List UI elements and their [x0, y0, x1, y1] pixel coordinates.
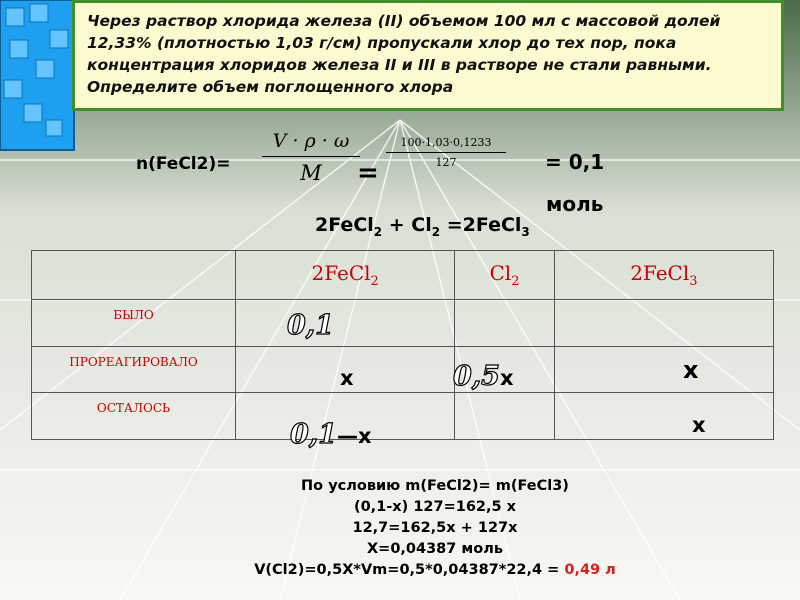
reactant-cl2: + Cl [382, 214, 432, 236]
sub-2: 2 [373, 224, 383, 239]
value-was-fecl2: 0,1 [287, 310, 334, 341]
solution-line: X=0,04387 моль [366, 541, 504, 557]
cell-was-fecl2 [236, 300, 455, 347]
sub-3: 3 [521, 224, 530, 239]
value-reacted-fecl2: x [340, 366, 354, 390]
final-answer: 0,49 л [564, 562, 616, 578]
result-unit: моль [546, 192, 604, 216]
formula-numeric-numerator: 100·1,03·0,1233 [400, 136, 492, 149]
product-fecl3: =2FeCl [440, 214, 522, 236]
formula-general-denominator: M [300, 161, 322, 185]
cell-left-fecl3 [554, 393, 773, 440]
table-row [32, 346, 774, 393]
solution-line: По условию m(FeCl2)= m(FeCl3) [301, 478, 569, 494]
n-fecl2-label: n(FeCl2)= [136, 154, 231, 174]
table-row [32, 393, 774, 440]
problem-statement: Через раствор хлорида железа (II) объемом 100 мл с массовой долей 12,33% (плотностью 1,03 г/см) пропускали хлор до тех пор, пока концентрация хлоридов железа II и III в растворе не стали равными. Определите объем поглощенного хлора [72, 0, 784, 111]
equals-sign: = [357, 158, 379, 188]
reactant-fecl2: 2FeCl [315, 214, 374, 236]
value-left-fecl3: x [692, 413, 706, 437]
formula-general-numerator: V · ρ · ω [272, 130, 350, 152]
cell-was-cl2 [455, 300, 554, 347]
value-reacted-cl2-num: 0,5 [453, 361, 500, 392]
stoichiometry-table [31, 250, 774, 440]
formula-general [262, 130, 360, 185]
formula-numeric-denominator: 127 [435, 156, 457, 169]
value-left-fecl2 [290, 419, 372, 450]
result-value: = 0,1 [545, 150, 605, 174]
value-reacted-cl2-var: x [499, 366, 514, 390]
sub-2: 2 [431, 224, 441, 239]
solution-block [200, 476, 670, 581]
table-header-row [32, 251, 774, 300]
cell-left-cl2 [455, 393, 554, 440]
value-reacted-cl2 [453, 361, 514, 392]
row-label-reacted: ПРОРЕАГИРОВАЛО [32, 346, 236, 393]
header-fecl2: 2FeCl$_2$ [236, 251, 455, 300]
cube-decoration-icon [0, 0, 74, 150]
value-reacted-fecl3: x [683, 356, 699, 384]
header-blank [32, 251, 236, 300]
solution-line: 12,7=162,5x + 127x [352, 520, 518, 536]
value-left-fecl2-num: 0,1 [290, 419, 337, 450]
reaction-equation [315, 214, 530, 239]
value-left-fecl2-var: —x [336, 424, 372, 448]
row-label-left: ОСТАЛОСЬ [32, 393, 236, 440]
cell-was-fecl3 [554, 300, 773, 347]
solution-line: V(Cl2)=0,5X*Vm=0,5*0,04387*22,4 = 0,49 л [254, 562, 616, 578]
solution-line: (0,1-x) 127=162,5 x [353, 499, 517, 515]
formula-numeric [386, 136, 506, 169]
table-row [32, 300, 774, 347]
row-label-was: БЫЛО [32, 300, 236, 347]
cell-reacted-fecl3 [554, 346, 773, 393]
header-cl2: $Cl_2$ [455, 251, 554, 300]
header-fecl3: 2FeCl$_3$ [554, 251, 773, 300]
